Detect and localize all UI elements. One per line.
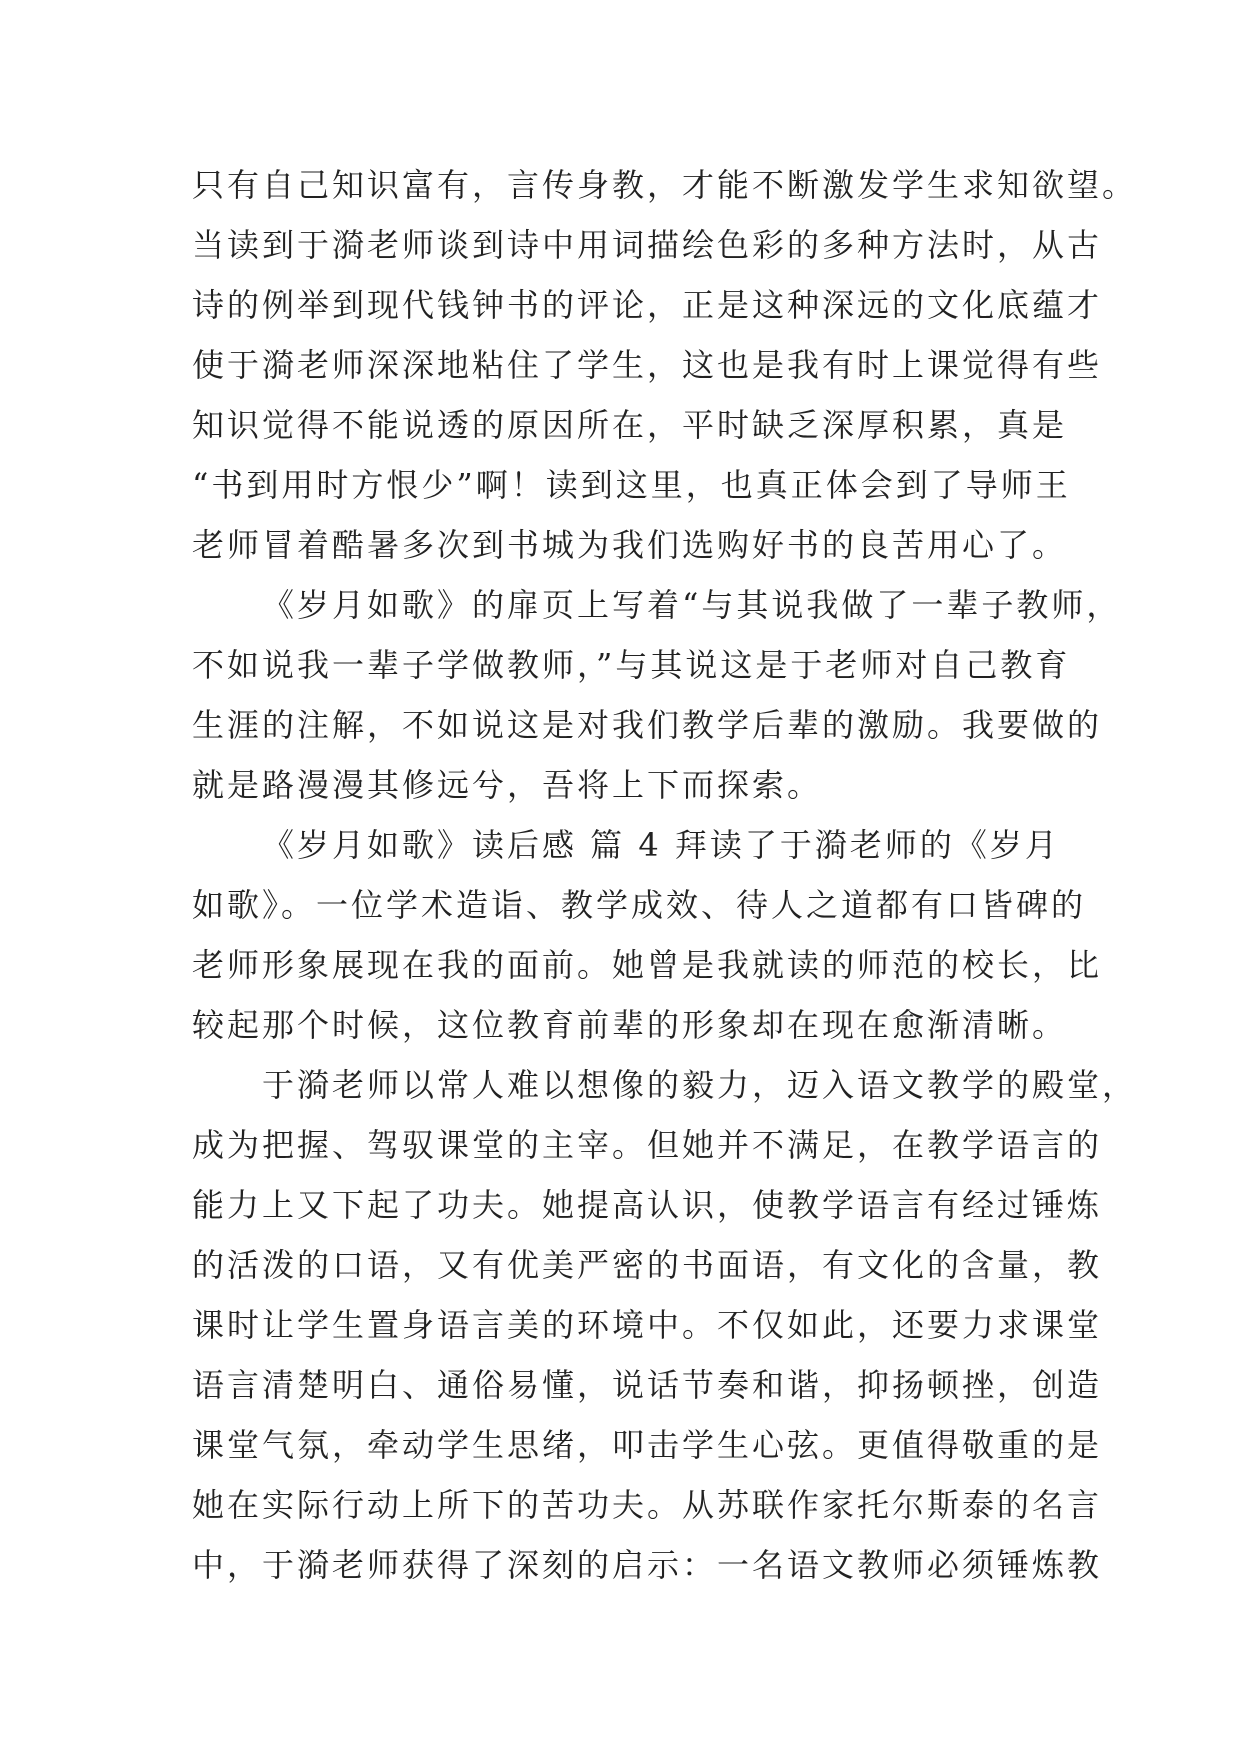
text-line: 中，于漪老师获得了深刻的启示：一名语文教师必须锤炼教	[192, 1546, 1103, 1584]
paragraph-start-line: 《岁月如歌》的扉页上写着“与其说我做了一辈子教师，	[262, 586, 1122, 624]
text-line: 如歌》。一位学术造诣、教学成效、待人之道都有口皆碑的	[192, 886, 1087, 924]
text-line: 语言清楚明白、通俗易懂，说话节奏和谐，抑扬顿挫，创造	[192, 1366, 1103, 1404]
paragraph-start-line: 于漪老师以常人难以想像的毅力，迈入语文教学的殿堂，	[262, 1066, 1138, 1104]
text-line: 她在实际行动上所下的苦功夫。从苏联作家托尔斯泰的名言	[192, 1486, 1103, 1524]
text-line: 诗的例举到现代钱钟书的评论，正是这种深远的文化底蕴才	[192, 286, 1103, 324]
section-heading-line: 《岁月如歌》读后感 篇 4 拜读了于漪老师的《岁月	[262, 826, 1060, 864]
text-line: 不如说我一辈子学做教师，”与其说这是于老师对自己教育	[192, 646, 1071, 684]
text-line: 的活泼的口语，又有优美严密的书面语，有文化的含量，教	[192, 1246, 1103, 1284]
text-line: 老师冒着酷暑多次到书城为我们选购好书的良苦用心了。	[192, 526, 1068, 564]
body-text	[192, 155, 1138, 1595]
text-line: 能力上又下起了功夫。她提高认识，使教学语言有经过锤炼	[192, 1186, 1103, 1224]
text-line: 成为把握、驾驭课堂的主宰。但她并不满足，在教学语言的	[192, 1126, 1103, 1164]
text-line: 只有自己知识富有，言传身教，才能不断激发学生求知欲望。	[192, 166, 1138, 204]
text-line: 知识觉得不能说透的原因所在，平时缺乏深厚积累，真是	[192, 406, 1068, 444]
text-line: 生涯的注解，不如说这是对我们教学后辈的激励。我要做的	[192, 706, 1103, 744]
text-line: “书到用时方恨少”啊！读到这里，也真正体会到了导师王	[192, 466, 1071, 504]
text-line: 课堂气氛，牵动学生思绪，叩击学生心弦。更值得敬重的是	[192, 1426, 1103, 1464]
text-line: 使于漪老师深深地粘住了学生，这也是我有时上课觉得有些	[192, 346, 1103, 384]
text-line: 就是路漫漫其修远兮，吾将上下而探索。	[192, 766, 823, 804]
text-line: 当读到于漪老师谈到诗中用词描绘色彩的多种方法时，从古	[192, 226, 1103, 264]
text-line: 课时让学生置身语言美的环境中。不仅如此，还要力求课堂	[192, 1306, 1103, 1344]
text-line: 老师形象展现在我的面前。她曾是我就读的师范的校长，比	[192, 946, 1103, 984]
text-line: 较起那个时候，这位教育前辈的形象却在现在愈渐清晰。	[192, 1006, 1068, 1044]
